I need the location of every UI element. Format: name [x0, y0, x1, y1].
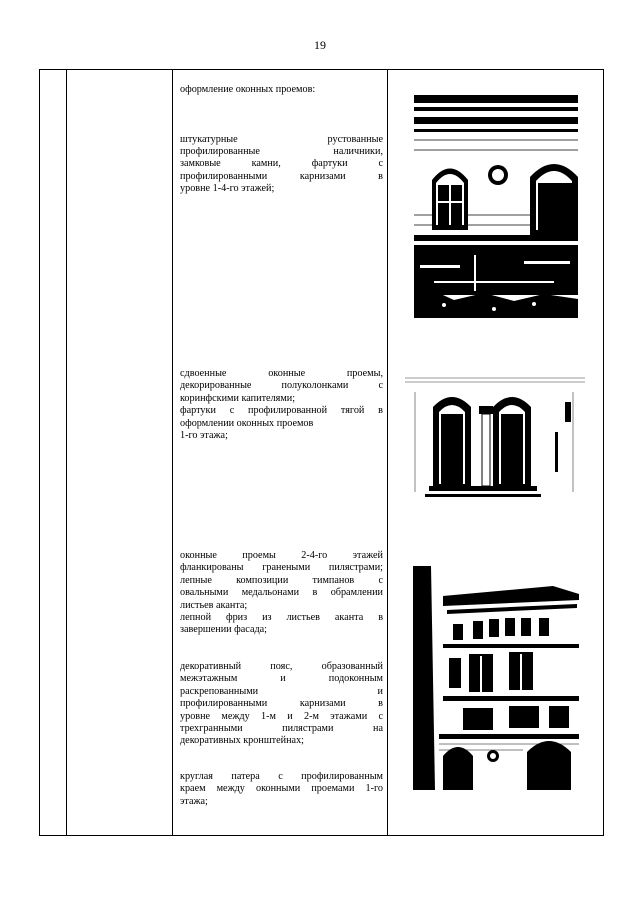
text-line: профилированными карнизами в — [180, 698, 383, 710]
text-line: декоративный пояс, образованный — [180, 661, 383, 672]
text-line: уровне 1-4-го этажей; — [180, 183, 275, 195]
text-line: трехгранными пилястрами на — [180, 723, 383, 735]
text-line: овальными медальонами в обрамлении — [180, 587, 383, 599]
text-block-double-windows — [180, 368, 383, 442]
text-line: профилированные наличники, — [180, 145, 383, 157]
text-line: уровне между 1-м и 2-м этажами с — [180, 710, 383, 722]
text-line: краем между оконными проемами 1-го — [180, 783, 383, 795]
text-line: раскрепованными и — [180, 685, 383, 697]
text-line: 1-го этажа; — [180, 430, 228, 442]
text-line: фланкированы гранеными пилястрами; — [180, 562, 383, 574]
text-line: лепные композиции тимпанов с — [180, 574, 383, 586]
text-line: коринфскими капителями; — [180, 392, 296, 404]
text-line: оформлении оконных проемов — [180, 417, 314, 429]
text-block-window-openings — [180, 84, 383, 196]
text-block-patera — [180, 771, 383, 808]
column-divider — [66, 70, 67, 835]
column-divider — [387, 70, 388, 835]
text-line: межэтажным и подоконным — [180, 673, 383, 685]
column-divider — [172, 70, 173, 835]
text-line: лепной фриз из листьев аканта в — [180, 612, 383, 624]
text-line: штукатурные рустованные — [180, 133, 383, 145]
block-heading: оформление оконных проемов: — [180, 84, 316, 95]
facade-photo-twin-windows — [405, 372, 585, 508]
text-line: круглая патера с профилированным — [180, 771, 383, 782]
text-line: сдвоенные оконные проемы, — [180, 368, 383, 379]
text-line: этажа; — [180, 795, 208, 807]
text-line: декорированные полуколонками с — [180, 380, 383, 392]
facade-photo-multistorey — [413, 566, 579, 790]
text-line: замковые камни, фартуки с — [180, 158, 383, 170]
text-line: профилированными карнизами в — [180, 170, 383, 182]
text-line: оконные проемы 2-4-го этажей — [180, 550, 383, 561]
text-block-decorative-belt — [180, 661, 383, 748]
text-line: декоративных кронштейнах; — [180, 735, 304, 747]
text-line: листьев аканта; — [180, 599, 248, 611]
page-number: 19 — [314, 38, 326, 52]
facade-photo-arched-windows — [414, 95, 578, 318]
text-block-upper-windows — [180, 550, 383, 637]
text-line: завершении фасада; — [180, 624, 268, 636]
text-line: фартуки с профилированной тягой в — [180, 405, 383, 417]
